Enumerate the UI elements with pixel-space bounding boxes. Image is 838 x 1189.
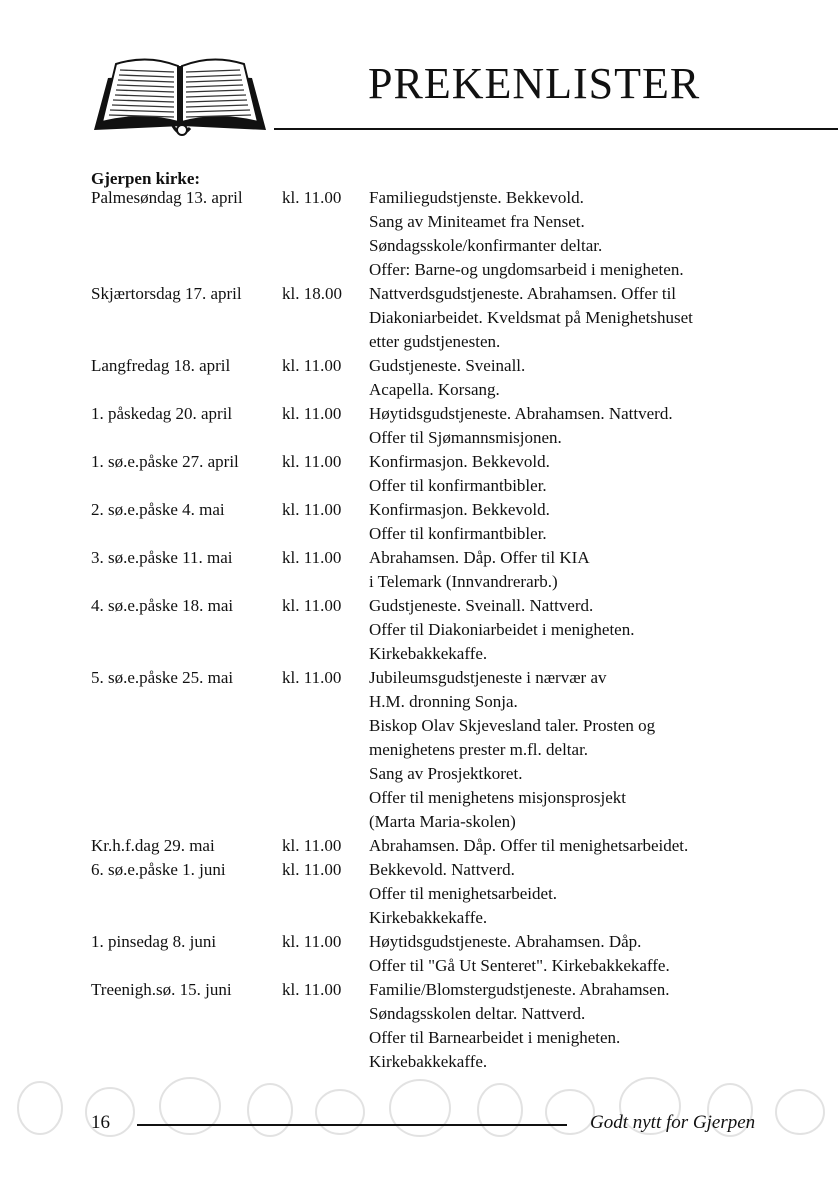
service-date: 5. sø.e.påske 25. mai xyxy=(91,668,234,687)
service-description xyxy=(369,498,811,546)
service-time: kl. 11.00 xyxy=(282,596,342,615)
service-date: 3. sø.e.påske 11. mai xyxy=(91,548,233,567)
service-description-line: etter gudstjenesten. xyxy=(369,332,501,351)
service-entry xyxy=(91,546,811,594)
service-time: kl. 11.00 xyxy=(282,980,342,999)
service-time: kl. 11.00 xyxy=(282,356,342,375)
service-time: kl. 11.00 xyxy=(282,188,342,207)
service-description-line: Bekkevold. Nattverd. xyxy=(369,860,515,879)
service-description-line: Offer til Sjømannsmisjonen. xyxy=(369,428,562,447)
service-description xyxy=(369,282,811,354)
service-description-line: Jubileumsgudstjeneste i nærvær av xyxy=(369,668,607,687)
service-entry xyxy=(91,858,811,930)
service-description-line: Kirkebakkekaffe. xyxy=(369,1052,488,1071)
service-date: 1. pinsedag 8. juni xyxy=(91,932,217,951)
service-time: kl. 11.00 xyxy=(282,452,342,471)
service-entry xyxy=(91,498,811,546)
service-description-line: Abrahamsen. Dåp. Offer til KIA xyxy=(369,548,590,567)
service-entry xyxy=(91,834,811,858)
service-description xyxy=(369,858,811,930)
service-date: Kr.h.f.dag 29. mai xyxy=(91,836,215,855)
service-description-line: Offer til konfirmantbibler. xyxy=(369,476,547,495)
page-title: PREKENLISTER xyxy=(368,59,701,108)
service-date: 6. sø.e.påske 1. juni xyxy=(91,860,226,879)
footer-divider xyxy=(137,1124,567,1126)
page-number: 16 xyxy=(91,1112,110,1133)
service-description xyxy=(369,930,811,978)
service-description-line: Abrahamsen. Dåp. Offer til menighetsarbeidet. xyxy=(369,836,689,855)
service-description-line: Konfirmasjon. Bekkevold. xyxy=(369,452,550,471)
service-description-line: Biskop Olav Skjevesland taler. Prosten og xyxy=(369,716,656,735)
service-description xyxy=(369,666,811,834)
service-time: kl. 11.00 xyxy=(282,404,342,423)
service-description-line: Gudstjeneste. Sveinall. xyxy=(369,356,526,375)
service-description-line: Diakoniarbeidet. Kveldsmat på Menighetshuset xyxy=(369,308,693,327)
service-description xyxy=(369,978,811,1074)
service-description-line: Kirkebakkekaffe. xyxy=(369,908,488,927)
service-description-line: Familiegudstjenste. Bekkevold. xyxy=(369,188,584,207)
service-description-line: Acapella. Korsang. xyxy=(369,380,500,399)
service-description-line: Offer: Barne-og ungdomsarbeid i menigheten. xyxy=(369,260,684,279)
service-date: 2. sø.e.påske 4. mai xyxy=(91,500,225,519)
service-date: 4. sø.e.påske 18. mai xyxy=(91,596,234,615)
service-description-line: Offer til konfirmantbibler. xyxy=(369,524,547,543)
service-entry xyxy=(91,282,811,354)
service-description-line: Sang av Miniteamet fra Nenset. xyxy=(369,212,585,231)
service-description-line: (Marta Maria-skolen) xyxy=(369,812,516,831)
service-description-line: Søndagsskolen deltar. Nattverd. xyxy=(369,1004,586,1023)
service-time: kl. 18.00 xyxy=(282,284,342,303)
service-entry xyxy=(91,450,811,498)
service-date: Skjærtorsdag 17. april xyxy=(91,284,242,303)
service-description-line: Offer til "Gå Ut Senteret". Kirkebakkekaffe. xyxy=(369,956,670,975)
service-description-line: Offer til Diakoniarbeidet i menigheten. xyxy=(369,620,635,639)
service-description-line: Offer til menighetens misjonsprosjekt xyxy=(369,788,627,807)
service-time: kl. 11.00 xyxy=(282,500,342,519)
service-description xyxy=(369,546,811,594)
service-description-line: Høytidsgudstjeneste. Abrahamsen. Nattverd. xyxy=(369,404,673,423)
service-description-line: H.M. dronning Sonja. xyxy=(369,692,518,711)
service-date: Langfredag 18. april xyxy=(91,356,231,375)
service-entry xyxy=(91,354,811,402)
service-entry xyxy=(91,594,811,666)
service-date: Palmesøndag 13. april xyxy=(91,188,243,207)
service-description-line: Høytidsgudstjeneste. Abrahamsen. Dåp. xyxy=(369,932,642,951)
service-description xyxy=(369,402,811,450)
publication-name: Godt nytt for Gjerpen xyxy=(590,1112,756,1133)
service-description-line: Søndagsskole/konfirmanter deltar. xyxy=(369,236,603,255)
service-entry xyxy=(91,666,811,834)
service-entry xyxy=(91,402,811,450)
service-description xyxy=(369,354,811,402)
service-time: kl. 11.00 xyxy=(282,836,342,855)
service-schedule xyxy=(91,186,811,1074)
service-description-line: Sang av Prosjektkoret. xyxy=(369,764,523,783)
service-description-line: Konfirmasjon. Bekkevold. xyxy=(369,500,550,519)
service-entry xyxy=(91,186,811,282)
open-book-icon xyxy=(90,48,270,140)
service-description-line: Gudstjeneste. Sveinall. Nattverd. xyxy=(369,596,594,615)
service-description-line: Offer til menighetsarbeidet. xyxy=(369,884,558,903)
service-description-line: menighetens prester m.fl. deltar. xyxy=(369,740,589,759)
service-time: kl. 11.00 xyxy=(282,932,342,951)
service-description xyxy=(369,186,811,282)
service-date: 1. påskedag 20. april xyxy=(91,404,233,423)
church-heading: Gjerpen kirke: xyxy=(91,169,201,188)
service-time: kl. 11.00 xyxy=(282,548,342,567)
service-date: Treenigh.sø. 15. juni xyxy=(91,980,232,999)
service-description-line: Nattverdsgudstjeneste. Abrahamsen. Offer til xyxy=(369,284,677,303)
service-description-line: Kirkebakkekaffe. xyxy=(369,644,488,663)
service-entry xyxy=(91,978,811,1074)
service-description xyxy=(369,834,811,858)
service-entry xyxy=(91,930,811,978)
service-description xyxy=(369,450,811,498)
service-date: 1. sø.e.påske 27. april xyxy=(91,452,239,471)
service-description-line: Offer til Barnearbeidet i menigheten. xyxy=(369,1028,621,1047)
service-description-line: Familie/Blomstergudstjeneste. Abrahamsen. xyxy=(369,980,670,999)
service-time: kl. 11.00 xyxy=(282,668,342,687)
service-time: kl. 11.00 xyxy=(282,860,342,879)
title-divider xyxy=(274,128,838,130)
service-description xyxy=(369,594,811,666)
service-description-line: i Telemark (Innvandrerarb.) xyxy=(369,572,558,591)
